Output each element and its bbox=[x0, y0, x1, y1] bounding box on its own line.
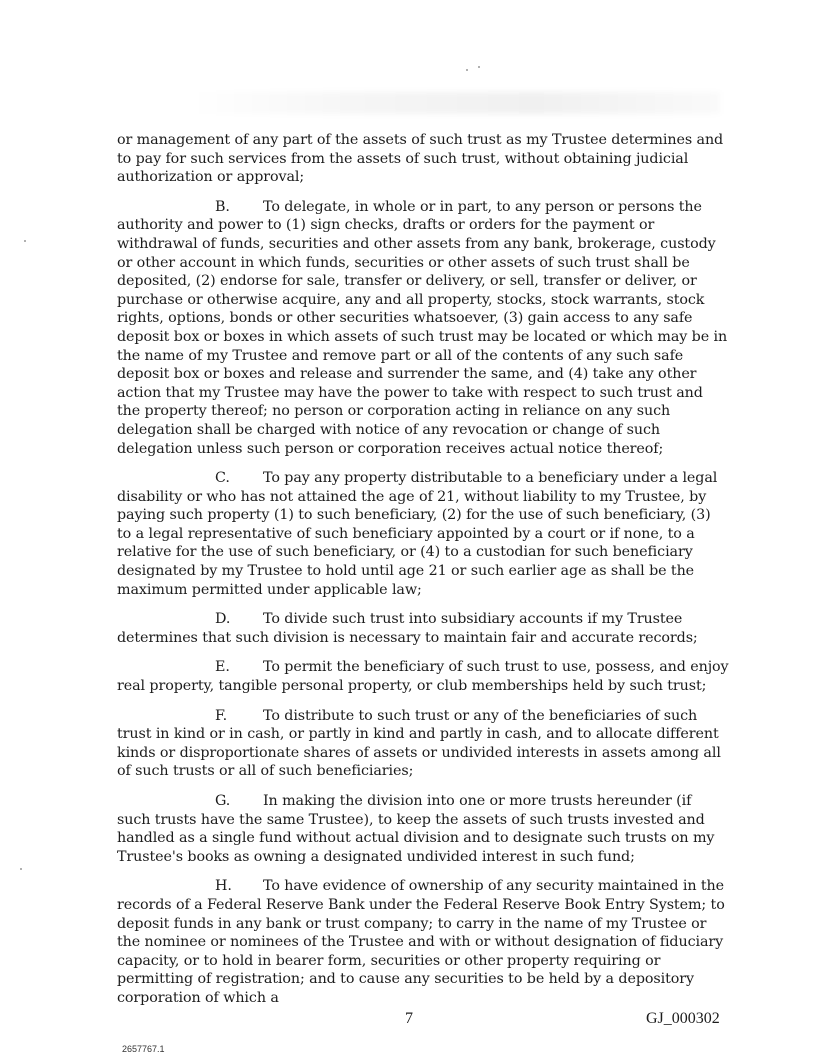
clause-d bbox=[117, 610, 729, 647]
clause-letter: G. bbox=[215, 793, 231, 809]
clause-b bbox=[117, 198, 729, 458]
clause-e bbox=[117, 658, 729, 695]
clause-letter: E. bbox=[215, 659, 230, 676]
clause-letter: C. bbox=[215, 470, 230, 487]
scan-speck bbox=[24, 240, 26, 242]
clause-text: To distribute to such trust or any of the beneficiaries of such trust in kind or in cash, or partly in kind and partly in cash, and to allocate different kinds or disproportionate shares of assets or undivided interests in assets among all of such trusts or all of such beneficiaries; bbox=[117, 707, 721, 780]
clause-text: To pay any property distributable to a beneficiary under a legal disability or who has not attained the age of 21, without liability to my Trustee, by paying such property (1) to such beneficiary, (2) for the use of such beneficiary, (3) to a legal representative of such beneficiary appointed by a court or if none, to a relative for the use of such beneficiary, or (4) to a custodian for such beneficiary designated by my Trustee to hold until age 21 or such earlier age as shall be the maximum permitted under applicable law; bbox=[117, 470, 718, 598]
clause-letter: F. bbox=[215, 707, 228, 724]
document-body bbox=[117, 131, 729, 1019]
clause-h bbox=[117, 877, 729, 1007]
document-id: 2657767.1 bbox=[122, 1044, 165, 1054]
clause-text: To permit the beneficiary of such trust to use, possess, and enjoy real property, tangible personal property, or club memberships held by such trust; bbox=[117, 659, 729, 695]
bates-number: GJ_000302 bbox=[646, 1010, 720, 1027]
clause-c bbox=[117, 469, 729, 599]
scan-speck bbox=[478, 66, 480, 68]
clause-text: In making the division into one or more trusts hereunder (if such trusts have the same Trustee), to keep the assets of such trusts invested and handled as a single fund without actual division and to designate such trusts on my Trustee's books as owning a designated undivided interest in such fund; bbox=[117, 793, 715, 865]
intro-paragraph: or management of any part of the assets of such trust as my Trustee determines and to pay for such services from the assets of such trust, without obtaining judicial authorization or approval; bbox=[117, 132, 724, 186]
clause-letter: B. bbox=[215, 198, 230, 215]
clause-letter: D. bbox=[215, 611, 231, 628]
clause-f bbox=[117, 707, 729, 781]
clause-letter: H. bbox=[215, 878, 232, 895]
clause-g bbox=[117, 792, 729, 866]
clause-text: To delegate, in whole or in part, to any person or persons the authority and power to (1) sign checks, drafts or orders for the payment or withdrawal of funds, securities and other assets from any bank, brokerage, custody or other account in which funds, securities or other assets of such trust shall be deposited, (2) endorse for sale, transfer or delivery, or sell, transfer or deliver, or purchase or otherwise acquire, any and all property, stocks, stock warrants, stock rights, options, bonds or other securities whatsoever, (3) gain access to any safe deposit box or boxes in which assets of such trust may be located or which may be in the name of my Trustee and remove part or all of the contents of any such safe deposit box or boxes and release and surrender the same, and (4) take any other action that my Trustee may have the power to take with respect to such trust and the property thereof; no person or corporation acting in reliance on any such delegation shall be charged with notice of any revocation or change of such delegation unless such person or corporation receives actual notice thereof; bbox=[117, 198, 728, 457]
scan-speck bbox=[466, 69, 468, 71]
scan-speck bbox=[20, 868, 22, 870]
page-number: 7 bbox=[405, 1010, 413, 1027]
clause-text: To have evidence of ownership of any security maintained in the records of a Federal Reserve Bank under the Federal Reserve Book Entry System; to deposit funds in any bank or trust company; to carry in the name of my Trustee or the nominee or nominees of the Trustee and with or without designation of fiduciary capacity, or to hold in bearer form, securities or other property requiring or permitting of registration; and to cause any securities to be held by a depository corporation of which a bbox=[117, 878, 725, 1006]
scan-artifact bbox=[190, 92, 720, 114]
clause-text: To divide such trust into subsidiary accounts if my Trustee determines that such division is necessary to maintain fair and accurate records; bbox=[117, 611, 698, 646]
